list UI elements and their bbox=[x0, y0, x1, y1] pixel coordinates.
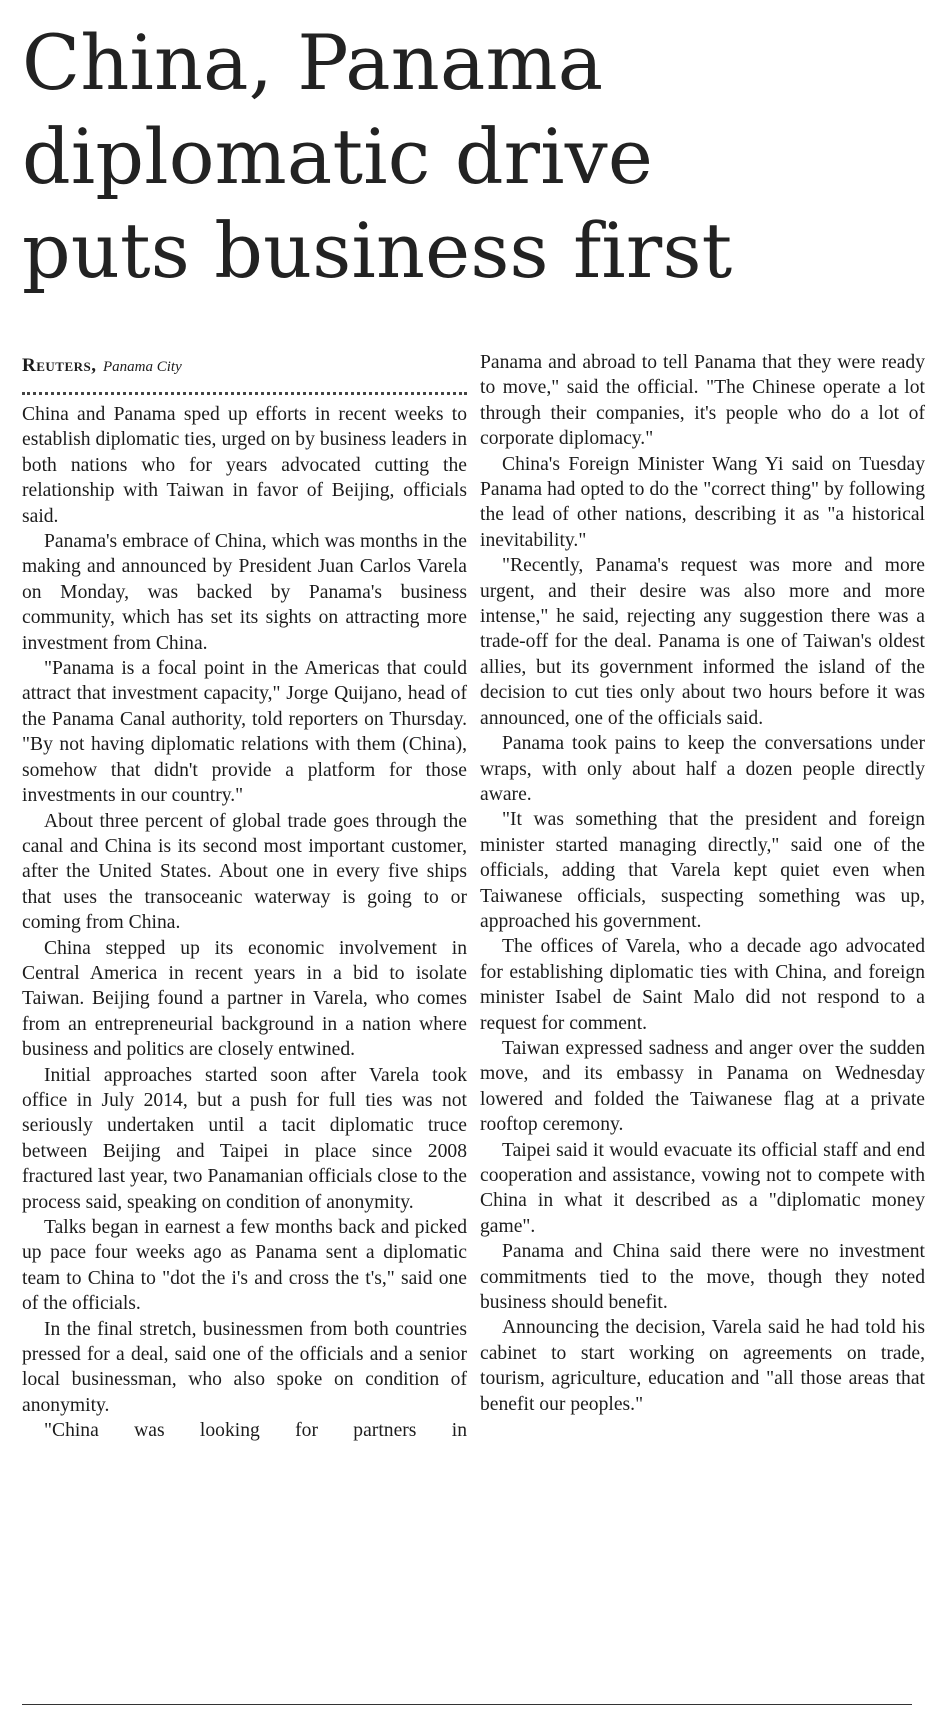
byline bbox=[22, 354, 467, 382]
article-paragraph: "Recently, Panama's request was more and more urgent, and their desire was also more and more intense," he said, rejecting any suggestion there was a trade-off for the deal. Panama is one of Taiwan's oldest allies, but its government informed the island of the decision to cut ties only about two hours before it was announced, one of the officials said. bbox=[480, 555, 925, 729]
article-paragraph: China's Foreign Minister Wang Yi said on Tuesday Panama had opted to do the "correct thing" by following the lead of other nations, describing it as "a historical inevitability." bbox=[480, 453, 925, 551]
article-paragraph: Announcing the decision, Varela said he had told his cabinet to start working on agreements on trade, tourism, agriculture, education and "all those areas that benefit our peoples." bbox=[480, 1317, 925, 1415]
byline-location: Panama City bbox=[103, 359, 182, 375]
headline-line: diplomatic drive bbox=[22, 112, 654, 201]
article-paragraph: Taipei said it would evacuate its official staff and end cooperation and assistance, vowing not to compete with China in what it described as a "diplomatic money game". bbox=[480, 1139, 925, 1237]
article-paragraph: The offices of Varela, who a decade ago advocated for establishing diplomatic ties with China, and foreign minister Isabel de Saint Malo did not respond to a request for comment. bbox=[480, 936, 925, 1034]
article-paragraph: Taiwan expressed sadness and anger over the sudden move, and its embassy in Panama on Wednesday lowered and folded the Taiwanese flag at a private rooftop ceremony. bbox=[480, 1037, 925, 1136]
article-paragraph: China stepped up its economic involvement in Central America in recent years in a bid to isolate Taiwan. Beijing found a partner in Varela, who comes from an entrepreneurial background in a nation where business and politics are closely entwined. bbox=[22, 937, 467, 1061]
article-paragraph: Panama took pains to keep the conversations under wraps, with only about half a dozen people directly aware. bbox=[480, 733, 925, 805]
bottom-rule bbox=[22, 1704, 912, 1705]
article-paragraph: About three percent of global trade goes through the canal and China is its second most important customer, after the United States. About one in every five ships that uses the transoceanic waterway is going to or coming from China. bbox=[22, 810, 467, 934]
right-column bbox=[480, 350, 925, 1676]
article-paragraph: In the final stretch, businessmen from both countries pressed for a deal, said one of the officials and a senior local businessman, who also spoke on condition of anonymity. bbox=[22, 1318, 467, 1416]
left-column bbox=[22, 350, 467, 1676]
article-paragraph: "China was looking for partners in bbox=[44, 1420, 467, 1442]
dotted-divider bbox=[22, 392, 467, 395]
headline-line: puts business first bbox=[22, 206, 733, 295]
article-paragraph: "It was something that the president and foreign minister started managing directly," said one of the officials, adding that Varela kept quiet even when Taiwanese officials, suspecting something was up, approached his government. bbox=[480, 809, 925, 932]
headline bbox=[22, 16, 912, 298]
article-paragraph: China and Panama sped up efforts in recent weeks to establish diplomatic ties, urged on by business leaders in both nations who for years advocated cutting the relationship with Taiwan in favor of Beijing, officials said. bbox=[22, 404, 467, 527]
article-paragraph: "Panama is a focal point in the Americas that could attract that investment capacity," Jorge Quijano, head of the Panama Canal authority, told reporters on Thursday. "By not having diplomatic relations with them (China), somehow that didn't provide a platform for those investments in our country." bbox=[22, 658, 467, 807]
byline-agency: Reuters, bbox=[22, 355, 97, 376]
article-paragraph: Panama and China said there were no investment commitments tied to the move, though they noted business should benefit. bbox=[480, 1241, 925, 1314]
article-paragraph: Talks began in earnest a few months back and picked up pace four weeks ago as Panama sent a diplomatic team to China to "dot the i's and cross the t's," said one of the officials. bbox=[22, 1217, 467, 1315]
headline-line: China, Panama bbox=[22, 18, 604, 107]
article-paragraph: Panama's embrace of China, which was months in the making and announced by President Juan Carlos Varela on Monday, was backed by Panama's business community, which has set its sights on attracting more investment from China. bbox=[22, 531, 467, 654]
article-paragraph: Initial approaches started soon after Varela took office in July 2014, but a push for full ties was not seriously undertaken until a tacit diplomatic truce between Beijing and Taipei in place since 2008 fractured last year, two Panamanian officials close to the process said, speaking on condition of anonymity. bbox=[22, 1064, 467, 1213]
article-paragraph-continued: Panama and abroad to tell Panama that they were ready to move," said the official. "The Chinese operate a lot through their companies, it's people who do a lot of corporate diplomacy." bbox=[480, 352, 925, 450]
